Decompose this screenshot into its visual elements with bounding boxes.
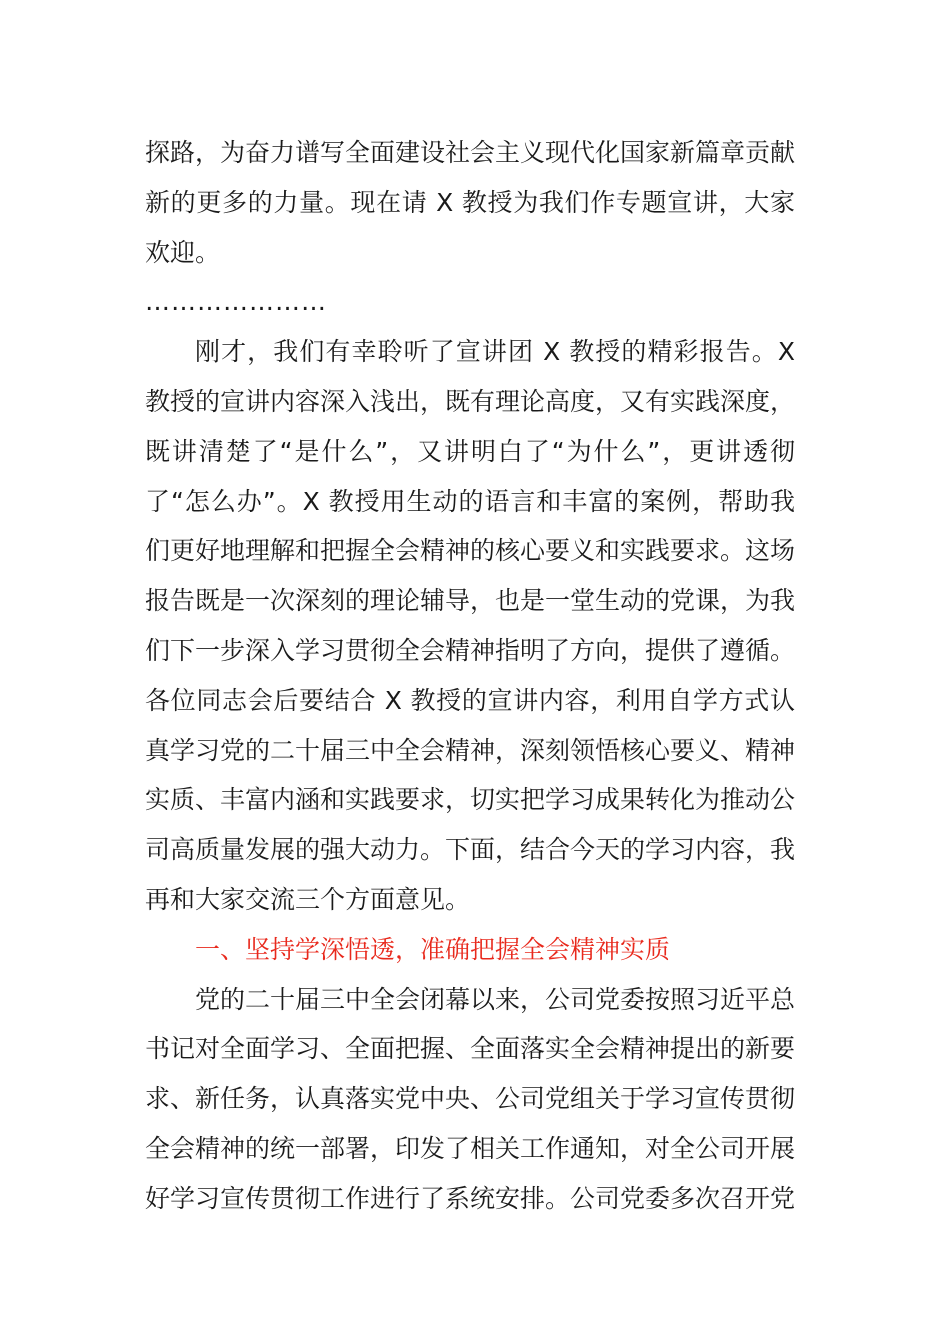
- document-body: [145, 128, 795, 1224]
- paragraph-intro-closing: 探路，为奋力谱写全面建设社会主义现代化国家新篇章贡献新的更多的力量。现在请 X 教授为我们作专题宣讲，大家欢迎。: [145, 138, 796, 267]
- paragraph-report-summary: 刚才，我们有幸聆听了宣讲团 X 教授的精彩报告。X 教授的宣讲内容深入浅出，既有理论高度，又有实践深度，既讲清楚了“是什么”，又讲明白了“为什么”，更讲透彻了“怎么办”。X 教授用生动的语言和丰富的案例，帮助我们更好地理解和把握全会精神的核心要义和实践要求。这场报告既是一次深刻的理论辅导，也是一堂生动的党课，为我们下一步深入学习贯彻全会精神指明了方向，提供了遵循。各位同志会后要结合 X 教授的宣讲内容，利用自学方式认真学习党的二十届三中全会精神，深刻领悟核心要义、精神实质、丰富内涵和实践要求，切实把学习成果转化为推动公司高质量发展的强大动力。下面，结合今天的学习内容，我再和大家交流三个方面意见。: [145, 337, 796, 914]
- paragraph-section-1-body: 党的二十届三中全会闭幕以来，公司党委按照习近平总书记对全面学习、全面把握、全面落实全会精神提出的新要求、新任务，认真落实党中央、公司党组关于学习宣传贯彻全会精神的统一部署，印发了相关工作通知，对全公司开展好学习宣传贯彻工作进行了系统安排。公司党委多次召开党: [145, 984, 796, 1213]
- ellipsis-separator: …………………: [145, 287, 327, 317]
- section-heading-1: 一、坚持学深悟透，准确把握全会精神实质: [195, 934, 671, 964]
